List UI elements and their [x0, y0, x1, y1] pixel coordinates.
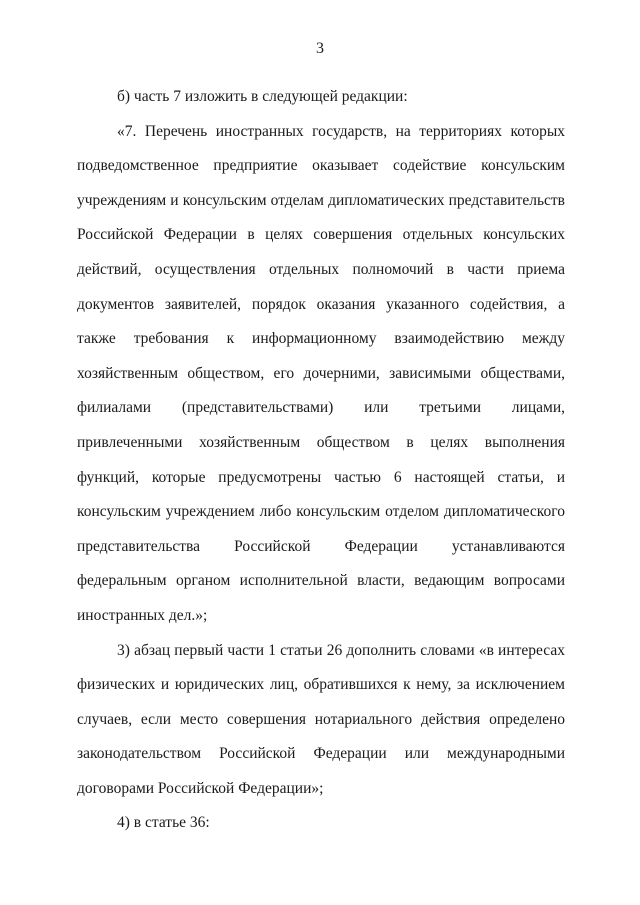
- page-number: 3: [316, 40, 324, 57]
- paragraph-amendment-b: б) часть 7 изложить в следующей редакции:: [117, 88, 408, 105]
- document-body: [77, 80, 565, 841]
- paragraph-amendment-4: 4) в статье 36:: [117, 814, 210, 832]
- paragraph-amendment-3: 3) абзац первый части 1 статьи 26 дополнить словами «в интересах физических и юридических лиц, обратившихся к нему, за исключением случаев, если место совершения нотариального действия определено законодательством Российской Федерации или международными договорами Российской Федерации»;: [77, 641, 565, 797]
- paragraph-part-7-text: «7. Перечень иностранных государств, на территориях которых подведомственное предприятие оказывает содействие консульским учреждениям и консульским отделам дипломатических представительств Российской Федерации в целях совершения отдельных консульских действий, осуществления отдельных полномочий в части приема документов заявителей, порядок оказания указанного содействия, а также требования к информационному взаимодействию между хозяйственным обществом, его дочерними, зависимыми обществами, филиалами (представительствами) или третьими лицами, привлеченными хозяйственным обществом в целях выполнения функций, которые предусмотрены частью 6 настоящей статьи, и консульским учреждением либо консульским отделом дипломатического представительства Российской Федерации устанавливаются федеральным органом исполнительной власти, ведающим вопросами иностранных дел.»;: [77, 122, 565, 624]
